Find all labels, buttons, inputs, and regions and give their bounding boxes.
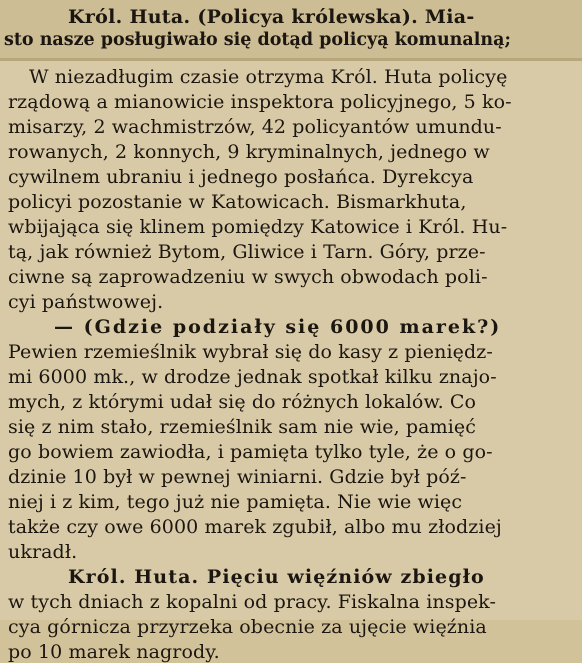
top-clipping-line: sto nasze posługiwało się dotąd policyą komunalną;	[4, 30, 511, 50]
paragraph-line: Pewien rzemieślnik wybrał się do kasy z pieniędz-	[8, 341, 493, 363]
paragraph-line: ukradł.	[8, 541, 78, 563]
paragraph-line: po 10 marek nagrody.	[8, 641, 220, 663]
paragraph-line: policyi pozostanie w Katowicach. Bismarkhuta,	[8, 191, 467, 213]
paragraph-line: go bowiem zawiodła, i pamięta tylko tyle, że o go-	[8, 441, 493, 463]
top-clipping	[0, 0, 582, 61]
paragraph-line: cyi państwowej.	[8, 291, 164, 313]
main-clipping	[0, 61, 582, 663]
paragraph-line: w tych dniach z kopalni od pracy. Fiskalna inspek-	[8, 591, 496, 613]
paragraph-line: także czy owe 6000 marek zgubił, albo mu złodziej	[8, 516, 502, 538]
section-headline: — (Gdzie podziały się 6000 marek?)	[54, 316, 502, 338]
paragraph-line: misarzy, 2 wachmistrzów, 42 policyantów umundu-	[8, 116, 502, 138]
paragraph-line: cywilnem ubraniu i jednego posłańca. Dyrekcya	[8, 166, 474, 188]
paragraph-line: tą, jak również Bytom, Gliwice i Tarn. Góry, prze-	[8, 241, 486, 263]
paragraph-line: mi 6000 mk., w drodze jednak spotkał kilku znajo-	[8, 366, 497, 388]
paragraph-line: niej i z kim, tego już nie pamięta. Nie wie więc	[8, 491, 463, 513]
paragraph-line: dzinie 10 był w pewnej winiarni. Gdzie był póź-	[8, 466, 467, 488]
paragraph-line: rządową a mianowicie inspektora policyjnego, 5 ko-	[8, 91, 512, 113]
paragraph-line: cya górnicza przyrzeka obecnie za ujęcie więźnia	[8, 616, 487, 638]
section-headline: Król. Huta. Pięciu więźniów zbiegło	[68, 566, 485, 588]
paragraph-line: mych, z którymi udał się do różnych lokalów. Co	[8, 391, 477, 413]
paragraph-line: się z nim stało, rzemieślnik sam nie wie, pamięć	[8, 416, 476, 438]
paragraph-line: ciwne są zaprowadzeniu w swych obwodach poli-	[8, 266, 488, 288]
paragraph-line: W niezadługim czasie otrzyma Król. Huta policyę	[29, 66, 508, 88]
top-clipping-headline-line: Król. Huta. (Policya królewska). Mia-	[68, 6, 475, 28]
paragraph-line: wbijająca się klinem pomiędzy Katowice i Król. Hu-	[8, 216, 508, 238]
paragraph-line: rowanych, 2 konnych, 9 kryminalnych, jednego w	[8, 141, 490, 163]
